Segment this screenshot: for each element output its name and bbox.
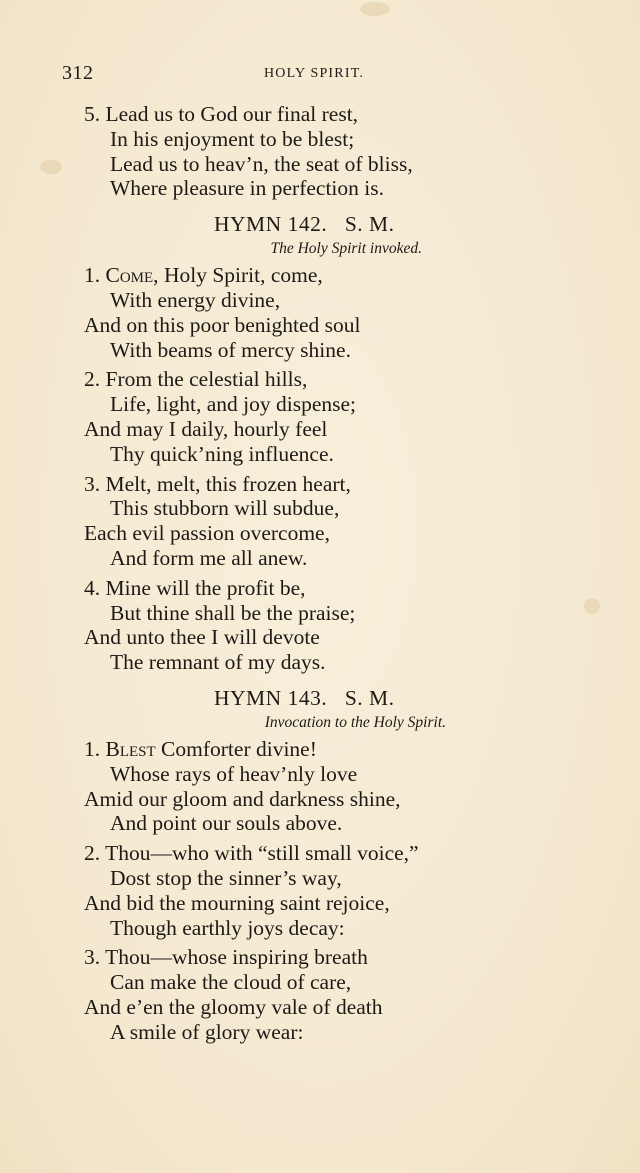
- verse-line: 3. Thou—whose inspiring breath: [84, 945, 368, 970]
- line-rest: Holy Spirit, come,: [163, 263, 323, 288]
- running-head: HOLY SPIRIT.: [264, 66, 365, 81]
- verse-line: The remnant of my days.: [110, 650, 326, 675]
- hymn-subtitle: Invocation to the Holy Spirit.: [264, 713, 446, 731]
- verse-line: Though earthly joys decay:: [110, 915, 345, 940]
- verse-line: 5. Lead us to God our final rest,: [84, 102, 359, 126]
- hymn-subtitle: The Holy Spirit invoked.: [270, 240, 422, 258]
- verse-line: Where pleasure in perfection is.: [110, 176, 384, 201]
- stanza-number: 1.: [84, 736, 101, 761]
- paper-stain: [40, 160, 62, 174]
- verse-line: And bid the mourning saint rejoice,: [84, 890, 390, 915]
- verse-line: And on this poor benighted soul: [84, 312, 361, 337]
- verse-line: [84, 263, 504, 288]
- verse-line: Each evil passion overcome,: [84, 521, 330, 546]
- verse-line: Amid our gloom and darkness shine,: [84, 786, 401, 811]
- verse-line: Dost stop the sinner’s way,: [110, 865, 342, 890]
- stanza: [84, 263, 504, 362]
- hymn-title: HYMN 143. S. M.: [214, 685, 395, 710]
- stanza: [84, 576, 504, 675]
- verse-line: 2. From the celestial hills,: [84, 367, 308, 392]
- drop-word: Blest: [105, 736, 156, 761]
- verse-line: Lead us to heav’n, the seat of bliss,: [110, 151, 413, 176]
- page-content: [84, 102, 504, 1050]
- verse-line: And unto thee I will devote: [84, 625, 320, 650]
- paper-stain: [360, 2, 390, 16]
- verse-line: A smile of glory wear:: [110, 1019, 304, 1044]
- drop-word: Come,: [105, 263, 159, 288]
- verse-line: Can make the cloud of care,: [110, 970, 352, 995]
- verse-line: With beams of mercy shine.: [110, 337, 351, 362]
- verse-line: And form me all anew.: [110, 545, 308, 570]
- verse-line: Life, light, and joy dispense;: [110, 392, 357, 417]
- line-rest: Comforter divine!: [161, 736, 317, 761]
- verse-line: And e’en the gloomy vale of death: [84, 994, 383, 1019]
- verse-line: 2. Thou—who with “still small voice,”: [84, 841, 419, 866]
- verse-line: Thy quick’ning influence.: [110, 441, 334, 466]
- verse-line: [84, 737, 504, 762]
- stanza: [84, 841, 504, 940]
- stanza: [84, 472, 504, 571]
- verse-line: 3. Melt, melt, this frozen heart,: [84, 471, 351, 496]
- hymn-143: [84, 685, 504, 1045]
- verse-line: But thine shall be the praise;: [110, 600, 356, 625]
- hymn-title: HYMN 142. S. M.: [214, 212, 395, 237]
- stanza-5-continued: [84, 102, 504, 201]
- hymn-142: [84, 211, 504, 675]
- verse-line: And point our souls above.: [110, 811, 343, 836]
- stanza-number: 1.: [84, 263, 101, 288]
- stanza: [84, 367, 504, 466]
- stanza: [84, 737, 504, 836]
- verse-line: And may I daily, hourly feel: [84, 416, 328, 441]
- paper-stain: [584, 598, 600, 614]
- verse-line: 4. Mine will the profit be,: [84, 575, 306, 600]
- verse-line: Whose rays of heav’nly love: [110, 761, 358, 786]
- page-number: 312: [62, 62, 94, 84]
- verse-line: In his enjoyment to be blest;: [110, 126, 355, 151]
- stanza: [84, 945, 504, 1044]
- page-header: [62, 62, 580, 88]
- verse-line: This stubborn will subdue,: [110, 496, 340, 521]
- verse-line: With energy divine,: [110, 287, 281, 312]
